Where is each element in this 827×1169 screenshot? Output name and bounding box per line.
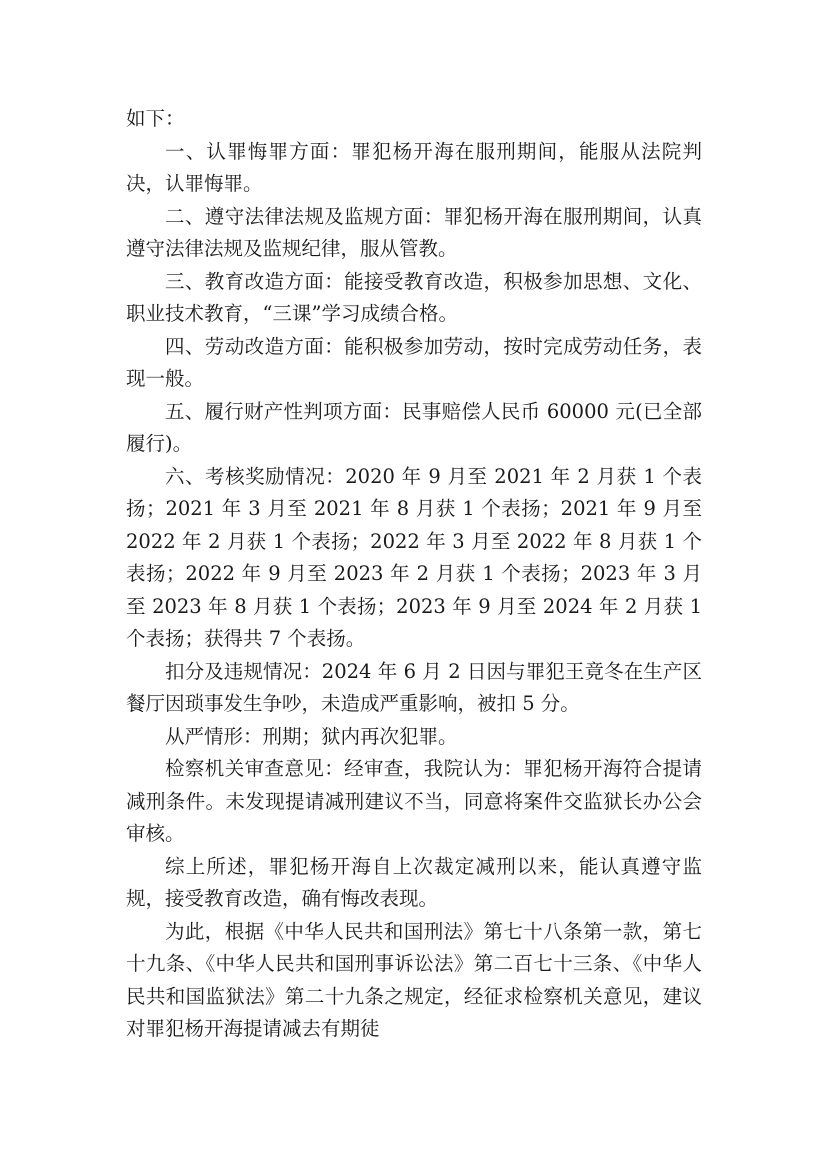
paragraph-labor: 四、劳动改造方面：能积极参加劳动，按时完成劳动任务，表现一般。 (126, 334, 702, 390)
document-body (126, 103, 702, 1046)
paragraph-summary: 综上所述，罪犯杨开海自上次裁定减刑以来，能认真遵守监规，接受教育改造，确有悔改表现。 (126, 854, 702, 910)
paragraph-procuratorate-opinion: 检察机关审查意见：经审查，我院认为：罪犯杨开海符合提请减刑条件。未发现提请减刑建议不当，同意将案件交监狱长办公会审核。 (126, 757, 702, 845)
paragraph-intro: 如下： (126, 107, 185, 130)
paragraph-education: 三、教育改造方面：能接受教育改造，积极参加思想、文化、职业技术教育，“三课”学习成绩合格。 (126, 269, 702, 325)
paragraph-strict-circumstances: 从严情形：刑期；狱内再次犯罪。 (165, 724, 458, 748)
paragraph-law-compliance: 二、遵守法律法规及监规方面：罪犯杨开海在服刑期间，认真遵守法律法规及监规纪律，服从管教。 (126, 204, 702, 260)
paragraph-legal-basis: 为此，根据《中华人民共和国刑法》第七十八条第一款，第七十九条、《中华人民共和国刑事诉讼法》第二百七十三条、《中华人民共和国监狱法》第二十九条之规定，经征求检察机关意见，建议对罪犯杨开海提请减去有期徒 (126, 919, 702, 1040)
paragraph-deductions: 扣分及违规情况：2024 年 6 月 2 日因与罪犯王竟冬在生产区餐厅因琐事发生争吵，未造成严重影响，被扣 5 分。 (126, 659, 702, 715)
paragraph-confession: 一、认罪悔罪方面：罪犯杨开海在服刑期间，能服从法院判决，认罪悔罪。 (126, 139, 702, 195)
paragraph-rewards: 六、考核奖励情况：2020 年 9 月至 2021 年 2 月获 1 个表扬；2021 年 3 月至 2021 年 8 月获 1 个表扬；2021 年 9 月至 2022 年 2 月获 1 个表扬；2022 年 3 月至 2022 年 8 月获 1 个表扬；2022 年 9 月至 2023 年 2 月获 1 个表扬；2023 年 3 月至 2023 年 8 月获 1 个表扬；2023 年 9 月至 2024 年 2 月获 1 个表扬；获得共 7 个表扬。 (126, 464, 702, 650)
paragraph-property-judgment: 五、履行财产性判项方面：民事赔偿人民币 60000 元(已全部履行)。 (126, 399, 702, 455)
